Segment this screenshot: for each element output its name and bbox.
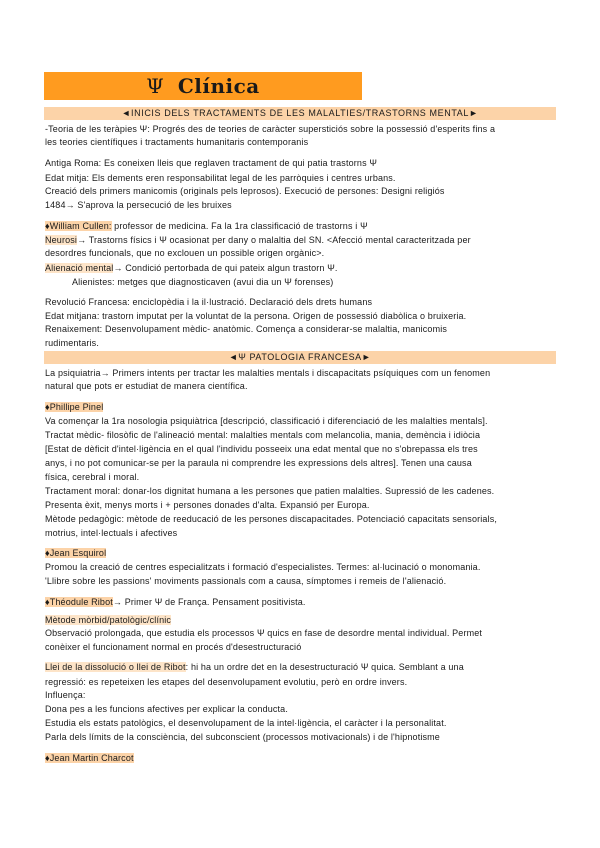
term-alienacio: Alienació mental: [45, 263, 114, 273]
text-line: les teories científiques i tractaments humanitaris contemporanis: [45, 137, 309, 147]
text-line: Mètode pedagògic: mètode de reeducació de les persones discapacitades. Potenciació capacitats sensorials,: [45, 514, 498, 524]
person-name-ribot: ♦Théodule Ribot: [45, 597, 113, 607]
text-line: Neurosi→ Trastorns físics i Ψ ocasionat per dany o malaltia del SN. <Afecció mental caracteritzada per: [45, 235, 471, 245]
text-line: Llei de la dissolució o llei de Ribot: hi ha un ordre det en la desestructuració Ψ quica. Semblant a una: [45, 662, 464, 672]
person-name-cullen: ♦William Cullen:: [45, 221, 112, 231]
term-metode-morbid: Mètode mòrbid/patològic/clínic: [45, 615, 172, 625]
psi-symbol: Ψ: [146, 74, 164, 98]
text-line: conèixer el funcionament normal en procés d'desestructuració: [45, 642, 302, 652]
text-line: Estudia els estats patològics, el desenvolupament de la intel·ligència, el caràcter i la personalitat.: [45, 718, 447, 728]
text-line: anys, i no pot comunicar-se per la paraula ni comprendre les expressions dels altres]. Tenen una causa: [45, 458, 472, 468]
section-header-patologia: ◄Ψ PATOLOGIA FRANCESA►: [44, 351, 556, 364]
text-line: Edat mitja: Els dements eren responsabilitat legal de les parròquies i centres urbans.: [45, 173, 396, 183]
text-line: rudimentaris.: [45, 338, 99, 348]
text-line: 'Llibre sobre les passions' moviments passionals com a causa, símptomes i remeis de l'alienació.: [45, 576, 447, 586]
text-line: Parla dels límits de la consciència, del subconscient (processos motivacionals) i de l'hipnotisme: [45, 732, 440, 742]
text-line: Revolució Francesa: enciclopèdia i la il·lustració. Declaració dels drets humans: [45, 297, 373, 307]
text-line: Creació dels primers manicomis (originals pels leprosos). Execució de persones: Designi religiós: [45, 186, 445, 196]
text-line: 1484→ S'aprova la persecució de les bruixes: [45, 200, 232, 210]
person-name-esquirol: ♦Jean Esquirol: [45, 548, 107, 558]
text-line: Alienació mental→ Condició pertorbada de qui pateix algun trastorn Ψ.: [45, 263, 338, 273]
term-llei-ribot: Llei de la dissolució o llei de Ribot: [45, 662, 186, 672]
text-line: [45, 614, 171, 626]
text-line: Renaixement: Desenvolupament mèdic- anatòmic. Comença a considerar-se malaltia, manicomis: [45, 324, 448, 334]
text-line: regressió: es repeteixen les etapes del desenvolupament evolutiu, però en ordre invers.: [45, 677, 408, 687]
person-name-pinel: ♦Phillipe Pinel: [45, 402, 104, 412]
page-title: Clínica: [177, 74, 260, 98]
text-line: [45, 401, 103, 413]
text-line: Alienistes: metges que diagnosticaven (avui dia un Ψ forenses): [72, 277, 334, 287]
page-title-bar: [44, 72, 362, 100]
text-line: motrius, intel·lectuals i afectives: [45, 528, 178, 538]
text-line: ♦William Cullen: professor de medicina. Fa la 1ra classificació de trastorns i Ψ: [45, 221, 368, 231]
text-line: [45, 547, 106, 559]
text-line: natural que pots er estudiat de manera científica.: [45, 381, 248, 391]
text-line: Dona pes a les funcions afectives per explicar la conducta.: [45, 704, 288, 714]
text-line: física, cerebral i moral.: [45, 472, 140, 482]
text-line: [45, 752, 134, 764]
text-line: desordres funcionals, que no exclouen un possible origen orgànic>.: [45, 248, 325, 258]
person-name-charcot: ♦Jean Martin Charcot: [45, 753, 134, 763]
text-line: La psiquiatria→ Primers intents per tractar les malalties mentals i discapacitats psíquiques com un fenomen: [45, 368, 491, 378]
text-line: Presenta èxit, menys morts i + persones donades d'alta. Expansió per Europa.: [45, 500, 370, 510]
text-line: ♦Théodule Ribot→ Primer Ψ de França. Pensament positivista.: [45, 597, 306, 607]
text-line: Va començar la 1ra nosologia psiquiàtrica [descripció, classificació i diferenciació de les malalties mentals].: [45, 416, 488, 426]
term-neurosi: Neurosi: [45, 235, 78, 245]
text-line: Antiga Roma: Es coneixen lleis que reglaven tractament de qui patia trastorns Ψ: [45, 158, 378, 168]
text-line: [Estat de dèficit d'intel·ligència en el qual l'individu posseeix una edat mental que no s'obrepassa els tres: [45, 444, 478, 454]
text-line: Tractat mèdic- filosòfic de l'alineació mental: malalties mentals com melancolia, mania, demència i idiòcia: [45, 430, 481, 440]
text-line: Promou la creació de centres especialitzats i formació d'especialistes. Termes: al·lucinació o monomania.: [45, 562, 481, 572]
text-line: Tractament moral: donar-los dignitat humana a les persones que patien malalties. Supressió de les cadenes.: [45, 486, 495, 496]
text-line: Observació prolongada, que estudia els processos Ψ quics en fase de desordre mental individual. Permet: [45, 628, 483, 638]
text-line: Edat mitjana: trastorn imputat per la voluntat de la persona. Origen de possessió diabòlica o bruixeria.: [45, 311, 467, 321]
text-line: Influença:: [45, 690, 86, 700]
text-line: -Teoria de les teràpies Ψ: Progrés des de teories de caràcter supersticiós sobre la possessió d'esperits fins a: [45, 124, 496, 134]
section-header-inicis: ◄INICIS DELS TRACTAMENTS DE LES MALALTIES/TRASTORNS MENTAL►: [44, 107, 556, 120]
